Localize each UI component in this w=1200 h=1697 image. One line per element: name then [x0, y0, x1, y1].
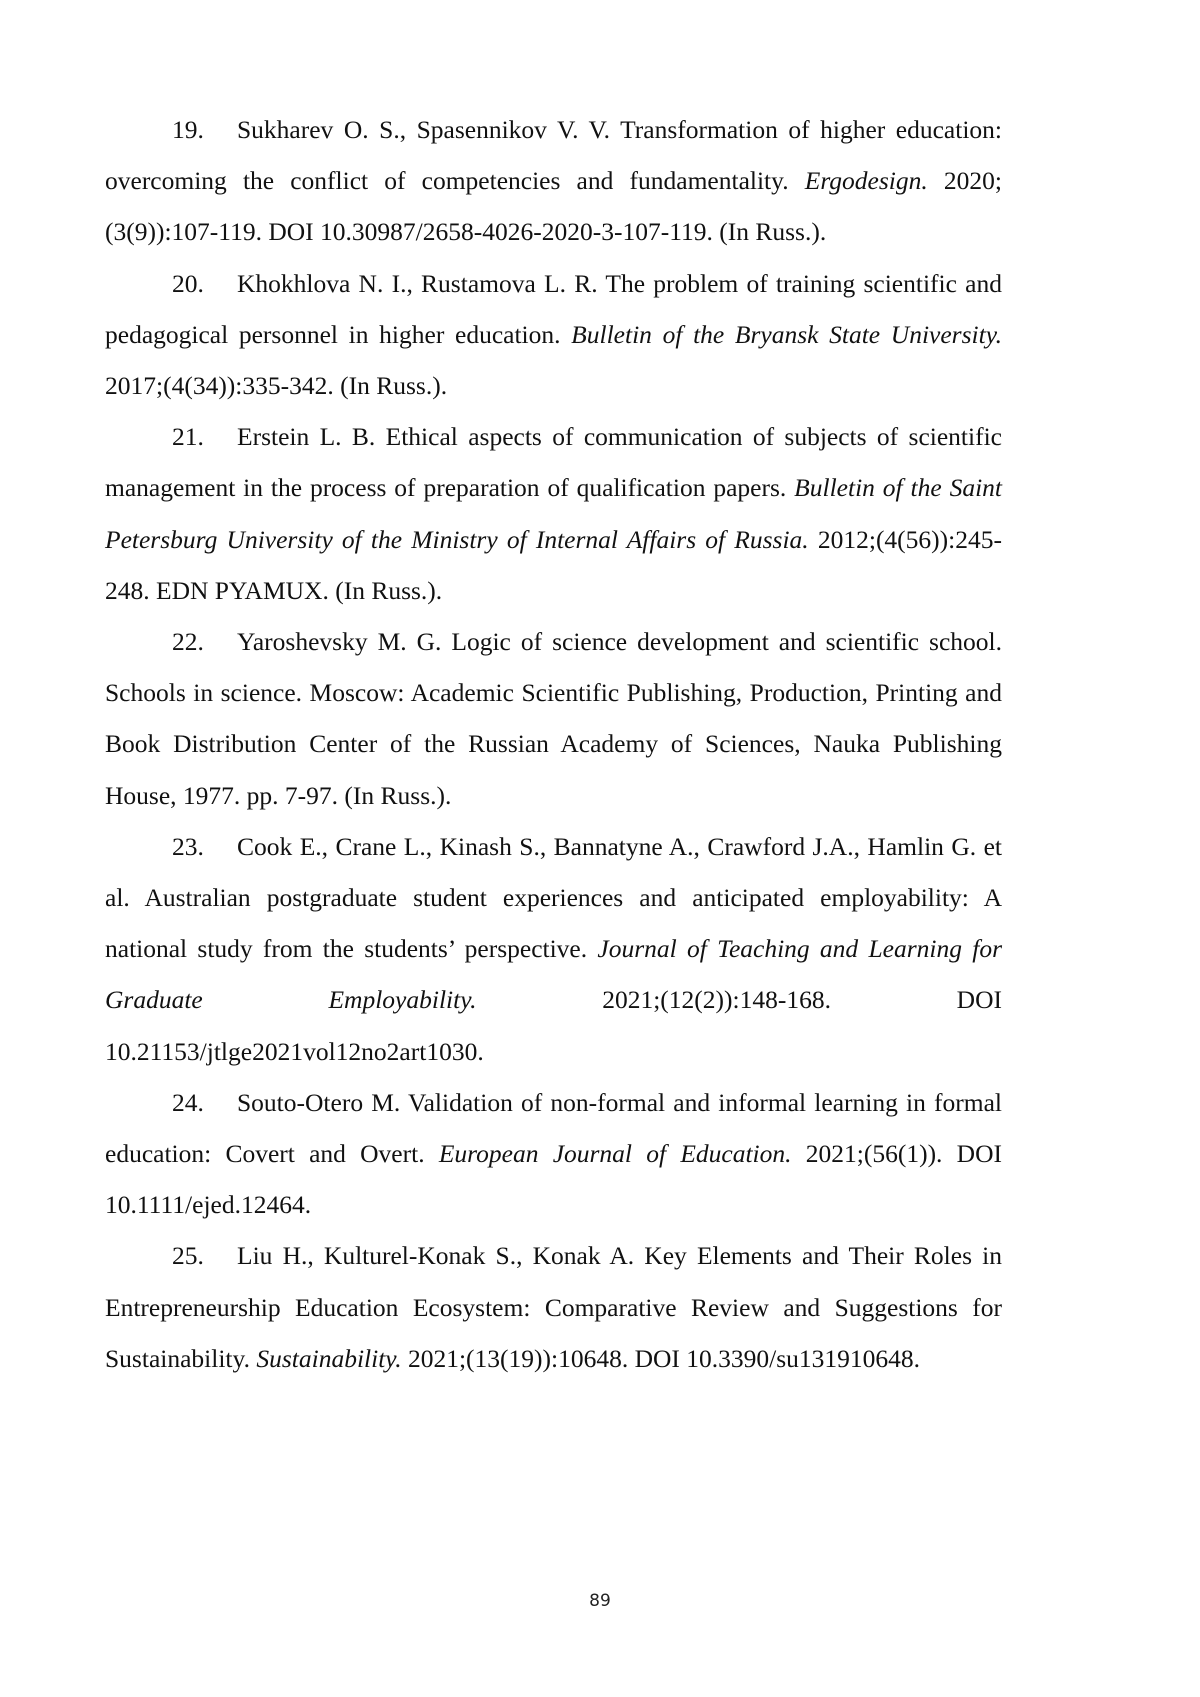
reference-number: 19.: [172, 115, 204, 144]
reference-text: Cook E., Crane L., Kinash S., Bannatyne A., Crawford J.A., Hamlin G. et al. Australian postgraduate student experiences and anticipated employability: A national study from the students’ perspective.: [105, 831, 1002, 964]
reference-text: Liu H., Kulturel-Konak S., Konak A. Key Elements and Their Roles in Entrepreneurship Education Ecosystem: Comparative Review and Suggestions for Sustainability.: [105, 1241, 1002, 1373]
journal-title: Sustainability.: [256, 1343, 402, 1373]
reference-text: Sukharev O. S., Spasennikov V. V. Transformation of higher education: overcoming the conflict of competencies and fundamentality.: [105, 115, 1002, 196]
journal-title: Bulletin of the Bryansk State University.: [571, 319, 1002, 349]
reference-item-25: [105, 1230, 1002, 1384]
reference-item-24: [105, 1077, 1002, 1231]
reference-details: 2017;(4(34)):335-342. (In Russ.).: [105, 371, 448, 401]
reference-text: Yaroshevsky M. G. Logic of science development and scientific school. Schools in science. Moscow: Academic Scientific Publishing, Production, Printing and Book Distribution Center of the Russian Academy of Sciences, Nauka Publishing House, 1977. pp. 7-97. (In Russ.).: [105, 627, 1002, 810]
reference-details: 2021;(12(2)):148-168. DOI 10.21153/jtlge2021vol12no2art1030.: [105, 985, 1002, 1066]
journal-title: European Journal of Education.: [438, 1139, 792, 1169]
reference-number: 20.: [172, 268, 204, 298]
reference-number: 22.: [172, 627, 204, 657]
journal-title: Ergodesign.: [804, 166, 928, 196]
journal-title: Journal of Teaching and Learning for Graduate Employability.: [105, 934, 1002, 1015]
reference-text: Erstein L. B. Ethical aspects of communication of subjects of scientific management in the process of preparation of qualification papers.: [105, 422, 1002, 503]
reference-text: Souto-Otero M. Validation of non-formal and informal learning in formal education: Covert and Overt.: [105, 1087, 1002, 1169]
reference-number: 21.: [172, 422, 204, 452]
reference-item-21: [105, 411, 1002, 616]
reference-number: 25.: [172, 1241, 204, 1271]
reference-text: Khokhlova N. I., Rustamova L. R. The problem of training scientific and pedagogical personnel in higher education.: [105, 268, 1002, 349]
journal-title: Bulletin of the Saint Petersburg University of the Ministry of Internal Affairs of Russia.: [105, 473, 1002, 554]
page-number: 89: [589, 1591, 611, 1611]
reference-details: 2020;(3(9)):107-119. DOI 10.30987/2658-4026-2020-3-107-119. (In Russ.).: [105, 166, 1002, 247]
reference-item-19: [105, 104, 1002, 258]
reference-details: 2021;(13(19)):10648. DOI 10.3390/su131910648.: [401, 1343, 921, 1373]
reference-number: 24.: [172, 1087, 204, 1117]
reference-list: [105, 104, 1002, 1384]
reference-details: 2012;(4(56)):245-248. EDN PYAMUX. (In Russ.).: [105, 524, 1002, 605]
reference-item-22: [105, 616, 1002, 821]
reference-number: 23.: [172, 831, 204, 861]
reference-item-23: [105, 821, 1002, 1077]
reference-item-20: [105, 258, 1002, 412]
reference-details: 2021;(56(1)). DOI 10.1111/ejed.12464.: [105, 1139, 1002, 1220]
